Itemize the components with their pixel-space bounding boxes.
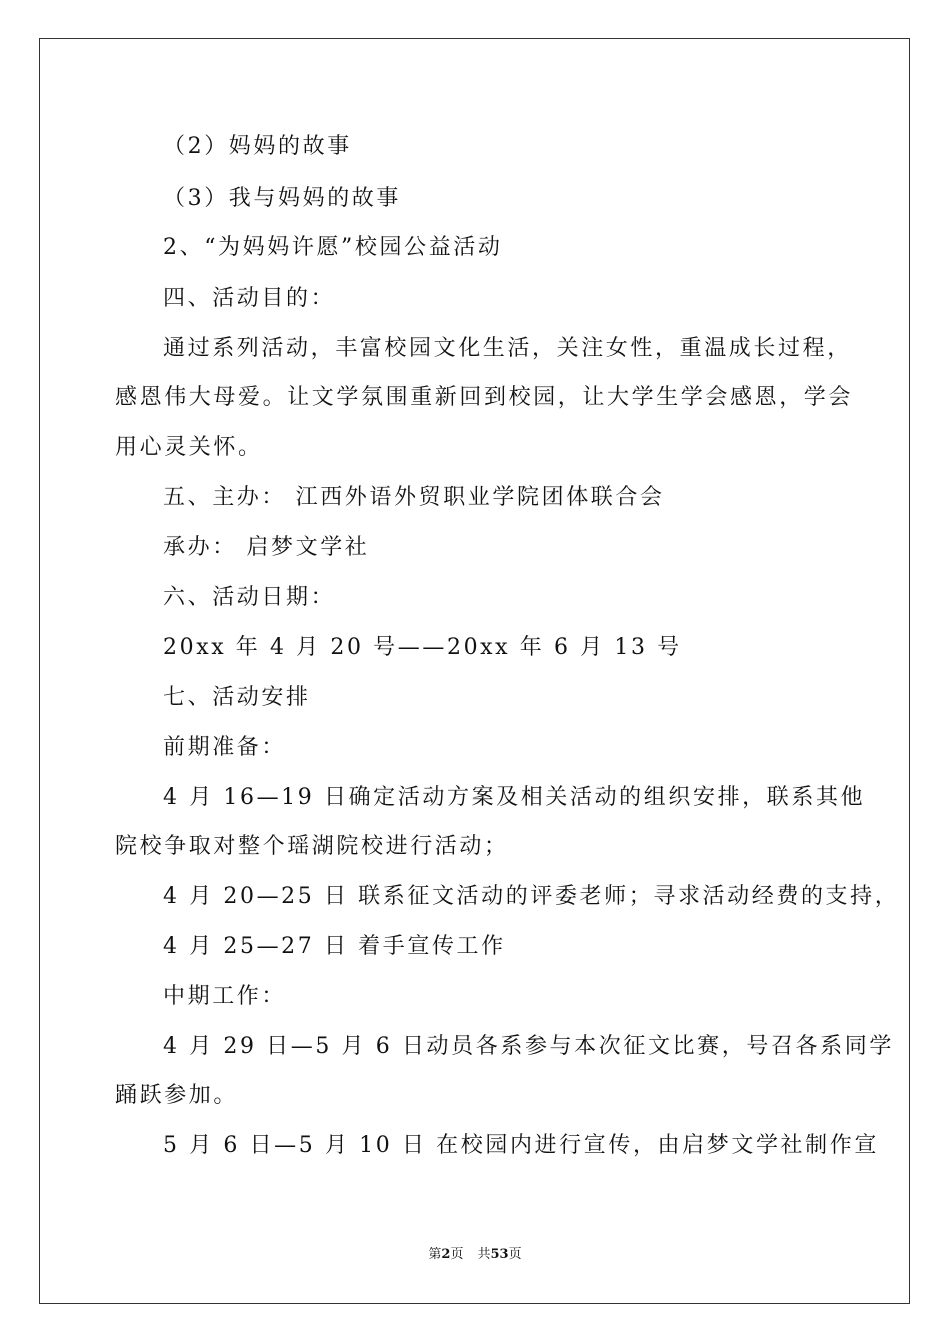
footer-page-suffix: 页 xyxy=(450,1247,464,1262)
footer-total-pages: 53 xyxy=(490,1247,509,1262)
subheading-midterm: 中期工作： xyxy=(163,984,287,1009)
text-line-5: 通过系列活动，丰富校园文化生活，关注女性，重温成长过程， xyxy=(163,336,852,361)
section-heading-schedule: 七、活动安排 xyxy=(163,685,311,710)
text-line-21: 5 月 6 日—5 月 10 日 在校园内进行宣传，由启梦文学社制作宣 xyxy=(163,1133,879,1158)
footer-page-prefix: 第 xyxy=(428,1247,442,1262)
page-border xyxy=(39,38,910,1304)
text-line-organizer: 五、主办： 江西外语外贸职业学院团体联合会 xyxy=(163,485,665,510)
text-line-16: 4 月 20—25 日 联系征文活动的评委老师；寻求活动经费的支持， xyxy=(163,884,900,909)
text-line-20: 踊跃参加。 xyxy=(115,1083,239,1108)
text-line-3: 2、“为妈妈许愿”校园公益活动 xyxy=(163,235,503,260)
text-line-1: （2）妈妈的故事 xyxy=(163,134,352,159)
text-line-date-range: 20xx 年 4 月 20 号——20xx 年 6 月 13 号 xyxy=(163,635,682,660)
section-heading-date: 六、活动日期： xyxy=(163,585,336,610)
text-line-14: 4 月 16—19 日确定活动方案及相关活动的组织安排，联系其他 xyxy=(163,785,866,810)
subheading-preparation: 前期准备： xyxy=(163,735,287,760)
footer-page-number: 2 xyxy=(441,1247,451,1262)
text-line-6: 感恩伟大母爱。让文学氛围重新回到校园，让大学生学会感恩，学会 xyxy=(115,385,854,410)
footer-total-suffix: 页 xyxy=(508,1247,522,1262)
text-line-7: 用心灵关怀。 xyxy=(115,435,263,460)
page-footer xyxy=(0,1246,950,1264)
text-line-15: 院校争取对整个瑶湖院校进行活动； xyxy=(115,834,509,859)
text-line-17: 4 月 25—27 日 着手宣传工作 xyxy=(163,934,506,959)
text-line-co-organizer: 承办： 启梦文学社 xyxy=(163,535,370,560)
text-line-2: （3）我与妈妈的故事 xyxy=(163,186,401,211)
section-heading-purpose: 四、活动目的： xyxy=(163,286,336,311)
text-line-19: 4 月 29 日—5 月 6 日动员各系参与本次征文比赛，号召各系同学 xyxy=(163,1034,894,1059)
footer-total-prefix: 共 xyxy=(477,1247,491,1262)
